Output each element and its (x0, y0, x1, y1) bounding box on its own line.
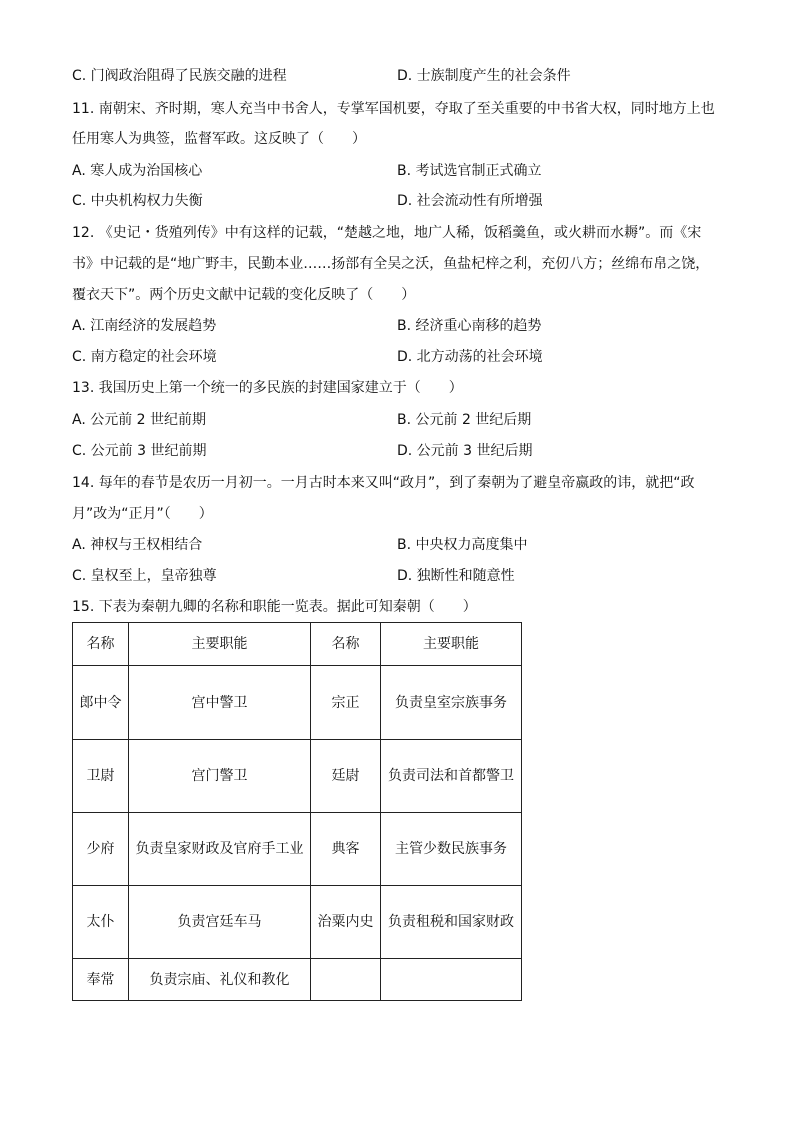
nine-ministers-table (72, 622, 522, 1001)
q11-stem-line2: 任用寒人为典签，监督军政。这反映了（ ） (72, 131, 366, 147)
table-cell: 卫尉 (73, 740, 129, 813)
table-cell (311, 959, 381, 1001)
q11-option-b: B. 考试选官制正式确立 (397, 163, 542, 179)
table-cell: 廷尉 (311, 740, 381, 813)
table-header-cell: 名称 (311, 623, 381, 666)
table-cell: 负责宫廷车马 (129, 886, 311, 959)
table-cell: 郎中令 (73, 666, 129, 740)
q12-option-c: C. 南方稳定的社会环境 (72, 349, 217, 365)
q13-option-b: B. 公元前 2 世纪后期 (397, 412, 532, 428)
q14-option-a: A. 神权与王权相结合 (72, 537, 203, 553)
option-c: C. 门阀政治阻碍了民族交融的进程 (72, 68, 287, 84)
table-cell: 宗正 (311, 666, 381, 740)
table-row (73, 813, 522, 886)
q12-option-b: B. 经济重心南移的趋势 (397, 318, 542, 334)
q12-option-d: D. 北方动荡的社会环境 (397, 349, 543, 365)
table-cell: 宫门警卫 (129, 740, 311, 813)
table-row (73, 740, 522, 813)
table-cell: 主管少数民族事务 (381, 813, 522, 886)
table-header-cell: 主要职能 (381, 623, 522, 666)
table-cell: 太仆 (73, 886, 129, 959)
q14-stem-line1: 14. 每年的春节是农历一月初一。一月古时本来又叫“政月”，到了秦朝为了避皇帝嬴政的讳，就把“政 (72, 475, 695, 491)
table-header-row (73, 623, 522, 666)
q14-option-c: C. 皇权至上，皇帝独尊 (72, 568, 217, 584)
q15-stem-line1: 15. 下表为秦朝九卿的名称和职能一览表。据此可知秦朝（ ） (72, 599, 477, 615)
q11-option-a: A. 寒人成为治国核心 (72, 163, 203, 179)
option-d: D. 士族制度产生的社会条件 (397, 68, 571, 84)
q14-stem-line2: 月”改为“正月”（ ） (72, 506, 213, 522)
table-cell: 负责租税和国家财政 (381, 886, 522, 959)
q12-option-a: A. 江南经济的发展趋势 (72, 318, 217, 334)
table-cell: 负责司法和首都警卫 (381, 740, 522, 813)
table-cell: 宫中警卫 (129, 666, 311, 740)
q11-stem-line1: 11. 南朝宋、齐时期，寒人充当中书舍人，专掌军国机要，夺取了至关重要的中书省大权，同时地方上也 (72, 101, 715, 117)
q12-stem-line1: 12. 《史记・货殖列传》中有这样的记载，“楚越之地，地广人稀，饭稻羹鱼，或火耕而水耨”。而《宋 (72, 225, 702, 241)
table-cell: 负责皇家财政及官府手工业 (129, 813, 311, 886)
table-cell: 奉常 (73, 959, 129, 1001)
q11-option-c: C. 中央机构权力失衡 (72, 193, 203, 209)
q12-stem-line3: 覆衣天下”。两个历史文献中记载的变化反映了（ ） (72, 287, 416, 303)
table-cell (381, 959, 522, 1001)
table-cell: 典客 (311, 813, 381, 886)
q11-option-d: D. 社会流动性有所增强 (397, 193, 543, 209)
table-cell: 少府 (73, 813, 129, 886)
table-header-cell: 名称 (73, 623, 129, 666)
q13-option-c: C. 公元前 3 世纪前期 (72, 443, 207, 459)
q12-stem-line2: 书》中记载的是“地广野丰，民勤本业……扬部有全吴之沃，鱼盐杞梓之利，充仞八方；丝绵布帛之饶， (72, 256, 710, 272)
table-cell: 治粟内史 (311, 886, 381, 959)
q13-option-a: A. 公元前 2 世纪前期 (72, 412, 207, 428)
q14-option-d: D. 独断性和随意性 (397, 568, 515, 584)
q14-option-b: B. 中央权力高度集中 (397, 537, 528, 553)
table-row (73, 666, 522, 740)
q13-stem-line1: 13. 我国历史上第一个统一的多民族的封建国家建立于（ ） (72, 380, 463, 396)
q13-option-d: D. 公元前 3 世纪后期 (397, 443, 533, 459)
table-row (73, 959, 522, 1001)
table-header-cell: 主要职能 (129, 623, 311, 666)
table-cell: 负责宗庙、礼仪和教化 (129, 959, 311, 1001)
table-cell: 负责皇室宗族事务 (381, 666, 522, 740)
table-row (73, 886, 522, 959)
